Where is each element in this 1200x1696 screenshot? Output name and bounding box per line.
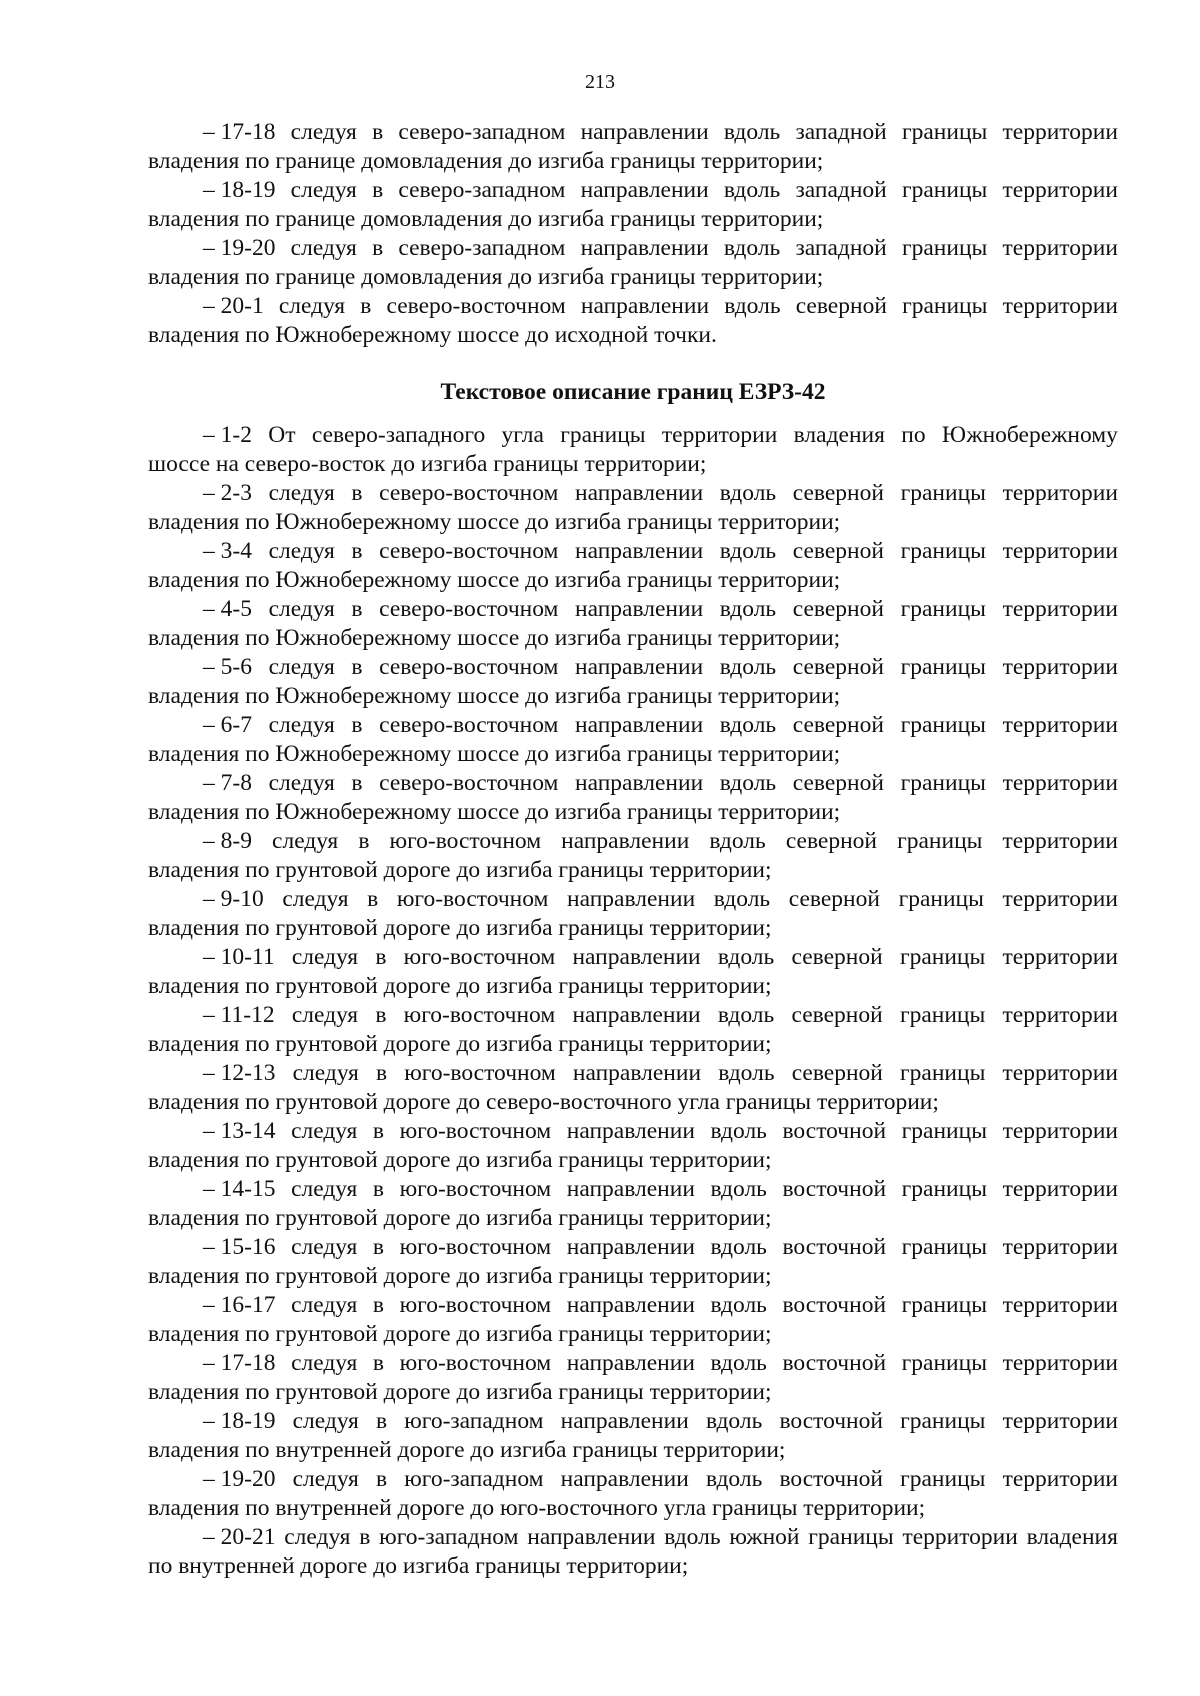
entry-word: в: [351, 770, 363, 796]
entry-word: северо-западном: [398, 235, 566, 261]
entry-word: по: [901, 422, 926, 448]
entry-first-line: [148, 234, 1118, 263]
entry-word: юго-восточном: [399, 1234, 552, 1260]
entry-word: территории: [1002, 1176, 1118, 1202]
entry-second-line: владения по Южнобережному шоссе до изгиба границы территории;: [148, 741, 841, 767]
entry-word: вдоль: [717, 944, 775, 970]
entry-word: границы: [900, 770, 986, 796]
entry-word: юго-восточном: [396, 886, 549, 912]
boundary-segment-entry: [148, 292, 1118, 350]
entry-word: следуя: [290, 235, 357, 261]
boundary-segment-entry: [148, 1059, 1118, 1117]
entry-word: границы: [900, 1466, 986, 1492]
entry-word: в: [372, 1176, 384, 1202]
entry-word: в: [367, 886, 379, 912]
entry-word: в: [351, 480, 363, 506]
entry-word: границы: [901, 1234, 987, 1260]
entry-word: вдоль: [705, 1408, 763, 1434]
entry-word: следуя: [291, 1002, 359, 1028]
segment-number: – 19-20: [203, 1466, 276, 1492]
entry-word: границы: [901, 235, 988, 261]
entry-second-line: владения по грунтовой дороге до северо-восточного угла границы территории;: [148, 1089, 939, 1115]
entry-second-line: владения по Южнобережному шоссе до изгиба границы территории;: [148, 625, 841, 651]
boundary-description-section-2: [148, 421, 1118, 1581]
entry-first-line: [148, 1001, 1118, 1030]
entry-word: западной: [795, 119, 887, 145]
entry-word: вдоль: [718, 1060, 775, 1086]
entry-word: направлении: [560, 1466, 689, 1492]
entry-word: в: [372, 177, 384, 203]
boundary-segment-entry: [148, 1407, 1118, 1465]
entry-word: направлении: [580, 119, 709, 145]
entry-word: в: [375, 1408, 388, 1434]
boundary-segment-entry: [148, 537, 1118, 595]
entry-word: территории: [1002, 177, 1118, 203]
segment-number: – 14-15: [203, 1176, 276, 1202]
entry-word: северо-восточном: [379, 596, 559, 622]
entry-word: границы: [901, 119, 988, 145]
entry-word: восточной: [782, 1350, 887, 1376]
entry-second-line: владения по грунтовой дороге до изгиба границы территории;: [148, 973, 772, 999]
entry-second-line: владения по Южнобережному шоссе до изгиба границы территории;: [148, 509, 841, 535]
segment-number: – 1-2: [203, 422, 252, 448]
entry-word: территории: [1002, 538, 1118, 564]
entry-word: вдоль: [719, 712, 777, 738]
entry-word: следуя: [291, 944, 359, 970]
entry-word: следуя: [291, 1118, 358, 1144]
entry-second-line: владения по грунтовой дороге до изгиба границы территории;: [148, 1031, 772, 1057]
entry-first-line: [148, 885, 1118, 914]
entry-word: следуя: [278, 293, 346, 319]
entry-word: следуя: [290, 177, 357, 203]
entry-word: территории: [1002, 828, 1118, 854]
entry-word: в: [351, 712, 363, 738]
entry-word: направлении: [575, 480, 704, 506]
entry-word: направлении: [566, 1234, 695, 1260]
boundary-segment-entry: [148, 1001, 1118, 1059]
entry-second-line: владения по внутренней дороге до юго-восточного угла границы территории;: [148, 1495, 926, 1521]
entry-word: границы: [897, 828, 983, 854]
entry-first-line: [148, 1465, 1118, 1494]
entry-word: Южнобережному: [941, 422, 1118, 448]
entry-word: направлении: [580, 293, 710, 319]
entry-word: вдоль: [705, 1466, 763, 1492]
segment-number: – 10-11: [203, 944, 275, 970]
entry-word: северо-восточном: [379, 770, 559, 796]
entry-word: в: [372, 1234, 384, 1260]
entry-second-line: владения по границе домовладения до изгиба границы территории;: [148, 264, 824, 290]
entry-word: восточной: [782, 1176, 887, 1202]
boundary-segment-entry: [148, 943, 1118, 1001]
segment-number: – 20-1: [203, 293, 264, 319]
entry-word: следуя: [268, 538, 335, 564]
entry-word: направлении: [572, 1002, 701, 1028]
entry-word: вдоль: [719, 770, 777, 796]
entry-word: восточной: [779, 1466, 883, 1492]
entry-first-line: [148, 769, 1118, 798]
entry-word: юго-восточном: [399, 1176, 552, 1202]
entry-word: в: [372, 1350, 384, 1376]
entry-word: следуя: [268, 712, 335, 738]
entry-word: территории: [1002, 1118, 1118, 1144]
segment-number: – 8-9: [203, 828, 252, 854]
entry-word: границы: [900, 538, 986, 564]
entry-word: юго-восточном: [399, 1350, 552, 1376]
entry-first-line: [148, 1407, 1118, 1436]
entry-word: в: [375, 1002, 387, 1028]
entry-word: вдоль: [713, 886, 771, 912]
boundary-description-section-1: [148, 118, 1118, 350]
entry-word: вдоль: [710, 1234, 767, 1260]
entry-word: направлении: [575, 770, 704, 796]
entry-word: западной: [795, 177, 887, 203]
entry-word: следуя: [292, 1060, 359, 1086]
entry-first-line: [148, 176, 1118, 205]
entry-word: направлении: [527, 1524, 656, 1550]
entry-word: вдоль: [723, 177, 781, 203]
entry-second-line: владения по грунтовой дороге до изгиба границы территории;: [148, 1205, 772, 1231]
entry-word: территории: [1002, 886, 1118, 912]
entry-word: северной: [792, 538, 884, 564]
entry-word: территории: [1002, 1234, 1118, 1260]
entry-word: северной: [785, 828, 878, 854]
entry-word: в: [375, 944, 387, 970]
entry-word: северной: [792, 654, 884, 680]
entry-word: территории: [1002, 1060, 1118, 1086]
entry-word: территории: [1002, 1466, 1118, 1492]
entry-second-line: владения по грунтовой дороге до изгиба границы территории;: [148, 1379, 772, 1405]
boundary-segment-entry: [148, 1291, 1118, 1349]
entry-word: северо-западного: [311, 422, 486, 448]
entry-word: следуя: [292, 1466, 359, 1492]
segment-number: – 9-10: [203, 886, 264, 912]
entry-word: направлении: [566, 1176, 695, 1202]
entry-word: следуя: [291, 1350, 358, 1376]
boundary-segment-entry: [148, 1465, 1118, 1523]
entry-word: северной: [791, 944, 883, 970]
segment-number: – 5-6: [203, 654, 252, 680]
entry-word: восточной: [782, 1234, 887, 1260]
boundary-segment-entry: [148, 234, 1118, 292]
entry-word: направлении: [566, 1350, 695, 1376]
entry-word: границы: [899, 944, 986, 970]
entry-word: территории: [1002, 480, 1118, 506]
entry-word: направлении: [561, 828, 690, 854]
entry-first-line: [148, 292, 1118, 321]
entry-word: юго-западном: [404, 1408, 544, 1434]
boundary-segment-entry: [148, 1349, 1118, 1407]
entry-word: северо-восточном: [379, 712, 559, 738]
entry-first-line: [148, 595, 1118, 624]
entry-first-line: [148, 1349, 1118, 1378]
entry-word: территории: [1002, 654, 1118, 680]
entry-word: в: [351, 596, 363, 622]
entry-second-line: владения по грунтовой дороге до изгиба границы территории;: [148, 1321, 772, 1347]
entry-word: вдоль: [719, 596, 777, 622]
entry-word: вдоль: [723, 119, 781, 145]
entry-word: территории: [1002, 1002, 1118, 1028]
entry-word: территории: [1002, 1408, 1118, 1434]
boundary-segment-entry: [148, 421, 1118, 479]
entry-word: угла: [501, 422, 544, 448]
entry-word: территории: [1002, 712, 1118, 738]
entry-second-line: владения по Южнобережному шоссе до изгиба границы территории;: [148, 567, 841, 593]
entry-word: северной: [795, 293, 887, 319]
boundary-segment-entry: [148, 1233, 1118, 1291]
entry-word: вдоль: [710, 1176, 767, 1202]
entry-first-line: [148, 421, 1118, 450]
segment-number: – 12-13: [203, 1060, 276, 1086]
segment-number: – 18-19: [203, 177, 276, 203]
entry-second-line: владения по границе домовладения до изгиба границы территории;: [148, 206, 824, 232]
boundary-segment-entry: [148, 1175, 1118, 1233]
segment-number: – 17-18: [203, 1350, 276, 1376]
entry-word: границы: [899, 1002, 986, 1028]
entry-word: следуя: [272, 828, 339, 854]
entry-word: следуя: [268, 654, 335, 680]
entry-word: северо-восточном: [379, 654, 559, 680]
boundary-segment-entry: [148, 653, 1118, 711]
entry-word: территории: [1002, 1292, 1118, 1318]
entry-word: вдоль: [717, 1002, 775, 1028]
entry-first-line: [148, 1291, 1118, 1320]
entry-word: следуя: [290, 119, 357, 145]
entry-word: направлении: [560, 1408, 689, 1434]
segment-number: – 4-5: [203, 596, 252, 622]
entry-word: границы: [901, 1118, 987, 1144]
entry-word: северной: [792, 712, 884, 738]
entry-word: юго-западном: [379, 1524, 519, 1550]
entry-word: вдоль: [710, 1292, 767, 1318]
entry-word: вдоль: [709, 828, 766, 854]
entry-second-line: владения по грунтовой дороге до изгиба границы территории;: [148, 915, 772, 941]
entry-word: следуя: [268, 596, 335, 622]
entry-word: в: [372, 1292, 384, 1318]
entry-word: северной: [791, 1060, 883, 1086]
entry-word: границы: [808, 1524, 894, 1550]
entry-word: направлении: [572, 1060, 702, 1086]
entry-word: следуя: [268, 770, 335, 796]
boundary-segment-entry: [148, 118, 1118, 176]
entry-first-line: [148, 1175, 1118, 1204]
segment-number: – 7-8: [203, 770, 252, 796]
entry-second-line: владения по Южнобережному шоссе до исходной точки.: [148, 322, 717, 348]
entry-word: в: [351, 654, 363, 680]
segment-number: – 19-20: [203, 235, 276, 261]
entry-word: направлении: [575, 596, 704, 622]
entry-word: направлении: [575, 654, 704, 680]
entry-word: границы: [900, 712, 986, 738]
entry-second-line: владения по внутренней дороге до изгиба границы территории;: [148, 1437, 786, 1463]
entry-word: территории: [1002, 1350, 1118, 1376]
entry-word: восточной: [782, 1118, 887, 1144]
entry-word: вдоль: [710, 1350, 767, 1376]
entry-word: вдоль: [719, 654, 777, 680]
entry-word: юго-восточном: [404, 1060, 556, 1086]
boundary-segment-entry: [148, 885, 1118, 943]
entry-word: направлении: [567, 886, 696, 912]
entry-first-line: [148, 827, 1118, 856]
entry-word: направлении: [572, 944, 701, 970]
entry-first-line: [148, 479, 1118, 508]
boundary-segment-entry: [148, 1117, 1118, 1175]
entry-word: территории: [1002, 770, 1118, 796]
entry-word: в: [360, 293, 372, 319]
entry-first-line: [148, 1117, 1118, 1146]
entry-word: южной: [729, 1524, 800, 1550]
entry-word: вдоль: [724, 293, 781, 319]
entry-word: территории: [1002, 596, 1118, 622]
entry-word: северо-западном: [398, 177, 566, 203]
entry-second-line: владения по Южнобережному шоссе до изгиба границы территории;: [148, 799, 841, 825]
entry-word: территории: [902, 1524, 1018, 1550]
entry-word: юго-восточном: [403, 944, 556, 970]
entry-word: границы: [898, 886, 984, 912]
entry-word: вдоль: [719, 480, 777, 506]
entry-word: в: [372, 119, 384, 145]
entry-first-line: [148, 653, 1118, 682]
entry-word: территории: [1002, 944, 1118, 970]
entry-first-line: [148, 1233, 1118, 1262]
entry-first-line: [148, 537, 1118, 566]
entry-second-line: шоссе на северо-восток до изгиба границы территории;: [148, 451, 707, 477]
section-gap: [148, 350, 1118, 378]
entry-word: северной: [791, 1002, 883, 1028]
entry-word: владения: [793, 422, 885, 448]
entry-word: следуя: [291, 1234, 358, 1260]
entry-word: границы: [900, 596, 986, 622]
entry-word: От: [268, 422, 296, 448]
boundary-segment-entry: [148, 769, 1118, 827]
entry-word: направлении: [575, 538, 704, 564]
entry-first-line: [148, 1523, 1118, 1552]
entry-word: северной: [788, 886, 880, 912]
entry-word: территории: [661, 422, 778, 448]
entry-word: границы: [901, 1176, 987, 1202]
segment-number: – 2-3: [203, 480, 252, 506]
entry-word: следуя: [291, 1292, 358, 1318]
entry-word: в: [359, 1524, 371, 1550]
entry-word: границы: [900, 480, 986, 506]
entry-word: следуя: [268, 480, 335, 506]
entry-second-line: по внутренней дороге до изгиба границы территории;: [148, 1553, 689, 1579]
entry-word: западной: [795, 235, 887, 261]
boundary-segment-entry: [148, 176, 1118, 234]
boundary-segment-entry: [148, 479, 1118, 537]
entry-word: северо-западном: [398, 119, 566, 145]
segment-number: – 17-18: [203, 119, 276, 145]
entry-word: территории: [1002, 119, 1118, 145]
entry-word: границы: [900, 654, 986, 680]
entry-word: в: [358, 828, 370, 854]
entry-word: территории: [1002, 293, 1118, 319]
segment-number: – 3-4: [203, 538, 252, 564]
page-number: 213: [585, 71, 615, 93]
entry-word: границы: [901, 177, 988, 203]
entry-word: следуя: [284, 1524, 351, 1550]
segment-number: – 11-12: [203, 1002, 275, 1028]
entry-word: юго-западном: [404, 1466, 544, 1492]
entry-word: вдоль: [664, 1524, 721, 1550]
segment-number: – 6-7: [203, 712, 252, 738]
entry-word: направлении: [566, 1292, 695, 1318]
entry-word: территории: [1002, 235, 1118, 261]
entry-second-line: владения по грунтовой дороге до изгиба границы территории;: [148, 1263, 772, 1289]
entry-word: вдоль: [719, 538, 777, 564]
entry-second-line: владения по Южнобережному шоссе до изгиба границы территории;: [148, 683, 841, 709]
segment-number: – 20-21: [203, 1524, 276, 1550]
segment-number: – 16-17: [203, 1292, 276, 1318]
entry-word: юго-восточном: [399, 1118, 552, 1144]
entry-word: границы: [900, 1408, 986, 1434]
entry-word: следуя: [291, 1176, 358, 1202]
entry-word: в: [375, 1466, 388, 1492]
entry-word: юго-восточном: [403, 1002, 556, 1028]
entry-word: границы: [560, 422, 646, 448]
entry-word: в: [372, 1118, 384, 1144]
boundary-segment-entry: [148, 711, 1118, 769]
segment-number: – 18-19: [203, 1408, 276, 1434]
entry-word: северо-восточном: [379, 538, 559, 564]
segment-number: – 15-16: [203, 1234, 276, 1260]
entry-word: северной: [792, 480, 884, 506]
entry-word: северо-восточном: [386, 293, 566, 319]
entry-word: восточной: [779, 1408, 883, 1434]
entry-word: северной: [792, 770, 884, 796]
entry-second-line: владения по границе домовладения до изгиба границы территории;: [148, 148, 824, 174]
entry-word: границы: [902, 293, 988, 319]
boundary-segment-entry: [148, 827, 1118, 885]
entry-word: юго-восточном: [389, 828, 542, 854]
document-body: [148, 118, 1118, 1581]
entry-word: направлении: [580, 177, 709, 203]
entry-word: направлении: [575, 712, 704, 738]
entry-word: границы: [901, 1350, 987, 1376]
entry-word: направлении: [566, 1118, 695, 1144]
entry-word: следуя: [282, 886, 349, 912]
entry-word: следуя: [292, 1408, 359, 1434]
entry-first-line: [148, 1059, 1118, 1088]
entry-first-line: [148, 711, 1118, 740]
entry-first-line: [148, 118, 1118, 147]
entry-word: северо-восточном: [379, 480, 559, 506]
entry-word: владения: [1026, 1524, 1118, 1550]
boundary-segment-entry: [148, 595, 1118, 653]
entry-word: границы: [901, 1292, 987, 1318]
entry-word: вдоль: [723, 235, 781, 261]
entry-word: северной: [792, 596, 884, 622]
entry-word: юго-восточном: [399, 1292, 552, 1318]
entry-word: направлении: [580, 235, 709, 261]
entry-first-line: [148, 943, 1118, 972]
section-heading: Текстовое описание границ ЕЗРЗ-42: [440, 379, 826, 405]
entry-word: в: [375, 1060, 388, 1086]
entry-word: границы: [900, 1060, 986, 1086]
entry-word: восточной: [782, 1292, 887, 1318]
entry-second-line: владения по грунтовой дороге до изгиба границы территории;: [148, 1147, 772, 1173]
segment-number: – 13-14: [203, 1118, 276, 1144]
entry-word: в: [351, 538, 363, 564]
boundary-segment-entry: [148, 1523, 1118, 1581]
entry-second-line: владения по грунтовой дороге до изгиба границы территории;: [148, 857, 772, 883]
entry-word: вдоль: [710, 1118, 767, 1144]
entry-word: в: [372, 235, 384, 261]
